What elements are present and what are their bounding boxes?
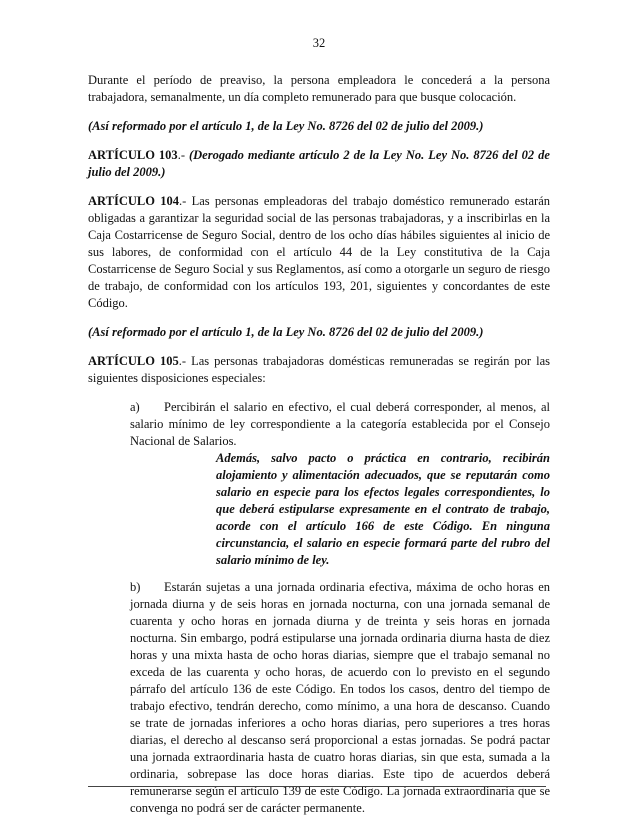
item-a-text: Percibirán el salario en efectivo, el cual deberá corresponder, al menos, al salario mínimo de ley correspondiente a la categoría establecida por el Consejo Nacional de Salarios. xyxy=(130,400,550,448)
article-104-text: .- Las personas empleadoras del trabajo doméstico remunerado estarán obligadas a garantizar la seguridad social de las personas trabajadoras, y a inscribirlas en la Caja Costarricense de Seguro Social, dentro de los ocho días hábiles siguientes al inicio de sus labores, de conformidad con el artículo 44 de la Ley constitutiva de la Caja Costarricense de Seguro Social y sus Reglamentos, así como a otorgarle un seguro de riesgo de trabajo, de conformidad con los artículos 193, 201, siguientes y concordantes de este Código. xyxy=(88,194,550,310)
item-b-label: b) xyxy=(130,580,141,594)
article-103 xyxy=(88,147,550,181)
footer-divider xyxy=(88,786,546,787)
item-a xyxy=(130,399,550,450)
article-105-items xyxy=(130,399,550,817)
article-104 xyxy=(88,193,550,312)
item-a-label: a) xyxy=(130,400,140,414)
document-body xyxy=(88,72,550,827)
page-number: 32 xyxy=(312,36,326,50)
article-103-heading: ARTÍCULO 103 xyxy=(88,148,178,162)
paragraph-preaviso: Durante el período de preaviso, la persona empleadora le concederá a la persona trabajadora, semanalmente, un día completo remunerado para que busque colocación. xyxy=(88,73,550,104)
item-b-text: Estarán sujetas a una jornada ordinaria efectiva, máxima de ocho horas en jornada diurna y de seis horas en jornada nocturna, con una jornada semanal de cuarenta y ocho horas en jornada diurna y de treinta y seis horas en jornada nocturna. Sin embargo, podrá estipularse una jornada ordinaria diurna hasta de diez horas y una mixta hasta de ocho horas diarias, siempre que el trabajo semanal no exceda de las cuarenta y ocho horas, de acuerdo con lo previsto en el segundo párrafo del artículo 136 de este Código. En todos los casos, dentro del tiempo de trabajo efectivo, tendrán derecho, como mínimo, a una hora de descanso. Cuando se trate de jornadas inferiores a ocho horas diarias, pero superiores a tres horas diarias, el derecho al descanso será proporcional a estas jornadas. Se podrá pactar una jornada extraordinaria hasta de cuatro horas diarias, sin que esta, sumada a la ordinaria, sobrepase las doce horas diarias. Este tipo de acuerdos deberá remunerarse según el artículo 139 de este Código. La jornada extraordinaria que se convenga no podrá ser de carácter permanente. xyxy=(130,580,550,815)
article-104-heading: ARTÍCULO 104 xyxy=(88,194,179,208)
article-103-text: (Derogado mediante artículo 2 de la Ley No. Ley No. 8726 del 02 de julio del 2009.) xyxy=(88,148,550,179)
item-a-bold: Además, salvo pacto o práctica en contrario, recibirán alojamiento y alimentación adecuados, que se reputarán como salario en especie para los efectos legales correspondientes, lo que deberá estipularse expresamente en el contrato de trabajo, acorde con el artículo 166 de este Código. En ninguna circunstancia, el salario en especie formará parte del rubro del salario mínimo de ley. xyxy=(216,451,550,567)
article-105-text: .- Las personas trabajadoras domésticas remuneradas se regirán por las siguientes disposiciones especiales: xyxy=(88,354,551,385)
item-b xyxy=(130,579,550,817)
article-105 xyxy=(88,353,550,387)
article-103-separator: .- xyxy=(177,148,189,162)
reform-note-2: (Así reformado por el artículo 1, de la Ley No. 8726 del 02 de julio del 2009.) xyxy=(88,325,484,339)
article-105-heading: ARTÍCULO 105 xyxy=(88,354,179,368)
reform-note-1: (Así reformado por el artículo 1, de la Ley No. 8726 del 02 de julio del 2009.) xyxy=(88,119,484,133)
